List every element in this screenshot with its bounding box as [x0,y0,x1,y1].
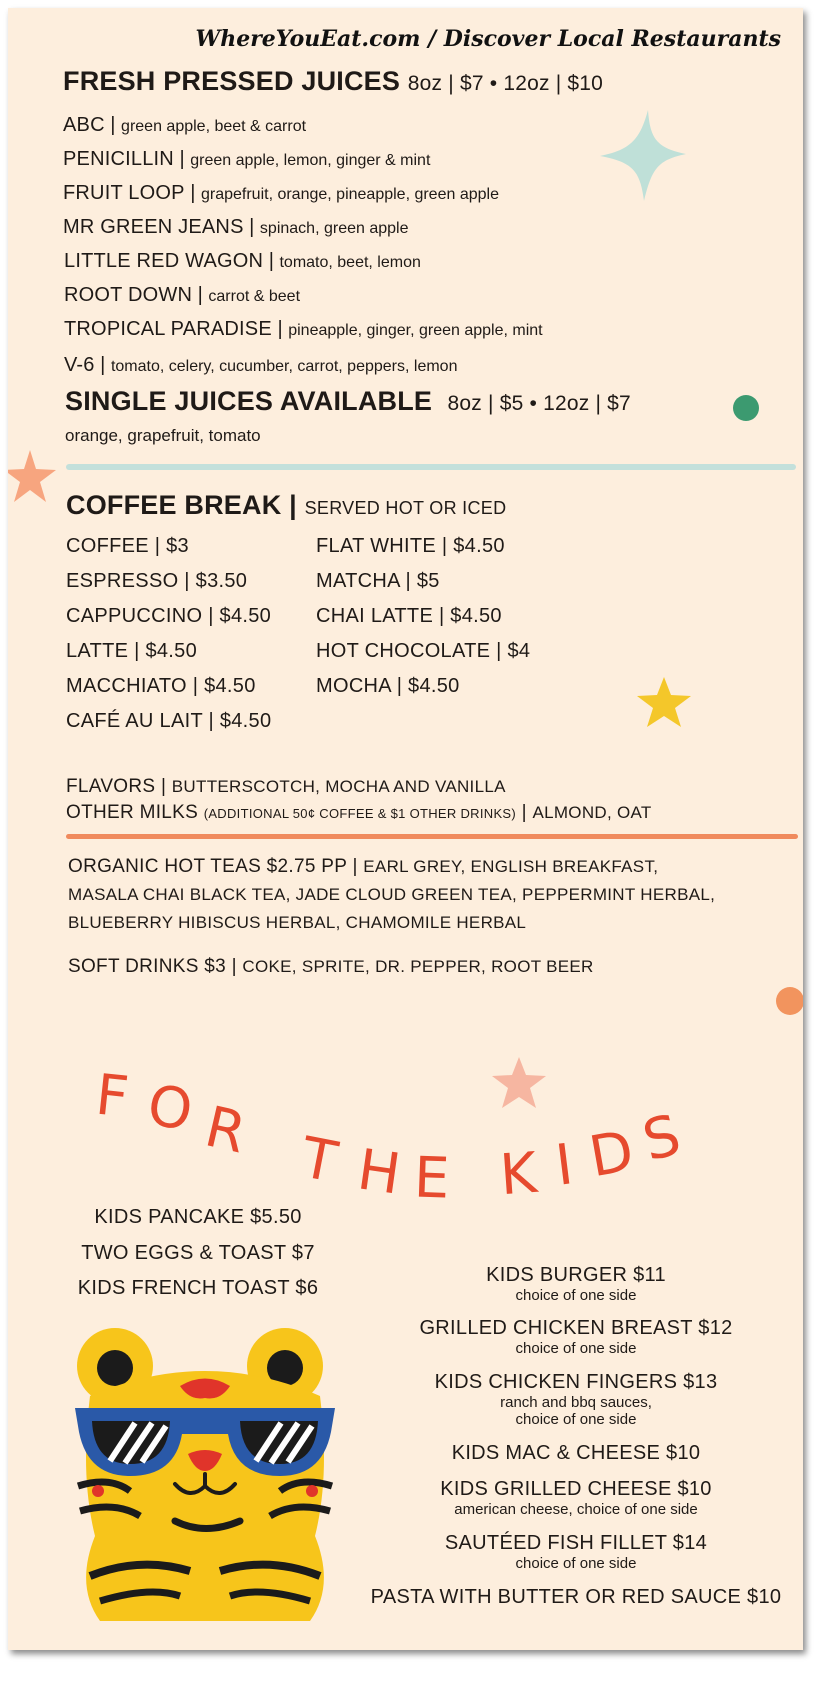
teal-divider [66,464,796,470]
teas-line-3 [68,912,526,934]
menu-page: WhereYouEat.com / Discover Local Restaurants FRESH PRESSED JUICES 8oz | $7 • 12oz | $10 ABC | green apple, beet & carrot PENICILLIN | green apple, lemon, ginger & mint FRUIT LOOP | grapefruit, orange, pineapple, green apple MR GREEN JEANS | spinach, green apple LITTLE RED WAGON | tomato, beet, lemon ROOT DOWN | carrot & beet TROPICAL PARADISE | pineapple, ginger, green apple, mint V-6 | tomato, celery, cucumber, carrot, peppers, lemon SINGLE JUICES AVAILABLE 8oz | $5 • 12oz | $7 orange, grapefruit, tomato COFFEE BREAK | SERVED HOT OR ICED COFFEE | $3 ESPRESSO | $3.50 CAPPUCCINO | $4.50 LATTE | $4.50 MACCHIATO | $4.50 CAFÉ AU LAIT | $4.50 FLAT WHITE | $4.50 MATCHA | $5 CHAI LATTE | $4.50 HOT CHOCOLATE | $4 MOCHA | $4.50 FLAVORS | BUTTERSCOTCH, MOCHA AND VANILLA OTHER MILKS (ADDITIONAL 50¢ COFFEE & $1 OTHER DRINKS) | ALMOND, OAT ORGANIC HOT TEAS $2.75 PP | EARL GREY, ENGLISH BREAKFAST, MASALA CHAI BLACK TEA, JADE CLOUD GREEN TEA, PEPPERMINT HERBAL, BLUEBERRY HIBISCUS HERBAL, CHAMOMILE HERBAL SOFT DRINKS $3 | COKE, SPRITE, DR. PEPPER, ROOT BEER F O R T H E K I D S KIDS PANCAKE $5.50 TWO EGGS & TOAST $7 KIDS FRENCH TOAST $6 KIDS BURGER $11 choice of one side GRILLED CHICKEN BREAST $12 choice of one side KIDS CHICKEN FINGERS $13 ranch and bbq sauces, choice of one side KIDS MAC & CHEESE $10 KIDS GRILLED CHEESE $10 american cheese, choice of one side SAUTÉED FISH FILLET $14 choice of one side PASTA WITH BUTTER OR RED SAUCE $10 [8,8,803,1650]
milks-note: (ADDITIONAL 50¢ COFFEE & $1 OTHER DRINKS) [203,806,517,821]
kids-menu-item [366,1317,786,1357]
single-juices-heading [65,386,631,417]
kid-item-name: PASTA WITH BUTTER OR RED SAUCE $10 [370,1586,782,1608]
juice-item: FRUIT LOOP | grapefruit, orange, pineapple, green apple [63,182,499,204]
juice-name: V-6 [64,354,95,376]
juice-desc: tomato, celery, cucumber, carrot, peppers, lemon [110,358,458,375]
kid-item-name: KIDS BURGER $11 [486,1264,666,1286]
coffee-item: MATCHA | $5 [316,570,440,592]
teas-list-1: EARL GREY, ENGLISH BREAKFAST, [363,857,659,876]
juice-desc: carrot & beet [208,288,301,305]
kids-menu-item [366,1264,786,1304]
milks-line: OTHER MILKS (ADDITIONAL 50¢ COFFEE & $1 OTHER DRINKS) | ALMOND, OAT [66,802,652,823]
juice-desc: spinach, green apple [259,220,409,237]
kids-menu-item [366,1586,786,1609]
coffee-title: COFFEE BREAK [66,490,282,520]
milks-label: OTHER MILKS [66,802,199,823]
watermark: WhereYouEat.com / Discover Local Restaurants [195,26,781,52]
single-desc: orange, grapefruit, tomato [65,426,261,445]
juice-desc: green apple, beet & carrot [121,118,307,135]
juice-name: FRUIT LOOP [63,182,185,204]
juice-name: ABC [63,114,105,136]
juice-item: ROOT DOWN | carrot & beet [64,284,301,306]
soft-drinks-line: SOFT DRINKS $3 | COKE, SPRITE, DR. PEPPER, ROOT BEER [68,956,594,977]
coffee-item: MOCHA | $4.50 [316,675,460,697]
kid-item-note: choice of one side [515,1287,637,1304]
juices-heading [63,66,603,97]
kid-item-note: american cheese, choice of one side [454,1501,698,1518]
coffee-item: CHAI LATTE | $4.50 [316,605,502,627]
juices-title: FRESH PRESSED JUICES [63,66,401,96]
teas-list-2: MASALA CHAI BLACK TEA, JADE CLOUD GREEN TEA, PEPPERMINT HERBAL, [68,885,716,904]
soft-label: SOFT DRINKS $3 [68,956,226,977]
juice-item: V-6 | tomato, celery, cucumber, carrot, peppers, lemon [64,354,458,376]
juice-name: PENICILLIN [63,148,174,170]
juice-desc: pineapple, ginger, green apple, mint [288,322,543,339]
teas-line-2 [68,884,715,906]
flavors-list: BUTTERSCOTCH, MOCHA AND VANILLA [171,777,506,796]
juice-desc: green apple, lemon, ginger & mint [190,152,431,169]
juice-item: LITTLE RED WAGON | tomato, beet, lemon [64,250,421,272]
kid-item-name: SAUTÉED FISH FILLET $14 [444,1532,708,1554]
juice-item: ABC | green apple, beet & carrot [63,114,307,136]
single-price: 8oz | $5 • 12oz | $7 [447,392,631,415]
green-dot-icon [732,394,760,422]
coffee-heading: COFFEE BREAK | SERVED HOT OR ICED [66,490,507,520]
coffee-item: HOT CHOCOLATE | $4 [316,640,531,662]
teas-line-1: ORGANIC HOT TEAS $2.75 PP | EARL GREY, ENGLISH BREAKFAST, [68,856,659,877]
flavors-label: FLAVORS [66,776,156,797]
coffee-item: FLAT WHITE | $4.50 [316,535,505,557]
kid-item-name: KIDS CHICKEN FINGERS $13 [434,1371,718,1393]
orange-dot-icon [775,986,803,1016]
teal-sparkle-icon [598,108,688,203]
kids-menu-item [366,1478,786,1518]
kids-left-item: KIDS FRENCH TOAST $6 [77,1277,319,1299]
juices-price: 8oz | $7 • 12oz | $10 [407,72,604,95]
flavors-line: FLAVORS | BUTTERSCOTCH, MOCHA AND VANILLA [66,776,506,797]
orange-star-icon [8,448,58,504]
coffee-item: MACCHIATO | $4.50 [66,675,256,697]
juice-name: LITTLE RED WAGON [64,250,264,272]
coffee-sub: SERVED HOT OR ICED [304,498,507,518]
coffee-item: CAFÉ AU LAIT | $4.50 [66,710,272,732]
soft-list: COKE, SPRITE, DR. PEPPER, ROOT BEER [242,957,594,976]
kids-menu-item [366,1532,786,1572]
kids-menu-item [366,1442,786,1465]
juice-item: TROPICAL PARADISE | pineapple, ginger, green apple, mint [64,318,543,340]
juice-name: ROOT DOWN [64,284,193,306]
kid-item-name: KIDS MAC & CHEESE $10 [451,1442,701,1464]
kid-item-note: choice of one side [515,1340,637,1357]
juice-item: PENICILLIN | green apple, lemon, ginger & mint [63,148,431,170]
orange-divider [66,834,798,839]
kid-item-note: choice of one side [515,1555,637,1572]
juice-item: MR GREEN JEANS | spinach, green apple [63,216,409,238]
kid-item-name: KIDS GRILLED CHEESE $10 [440,1478,712,1500]
coffee-item: COFFEE | $3 [66,535,189,557]
kid-item-name: GRILLED CHICKEN BREAST $12 [419,1317,733,1339]
peach-star-icon [489,1055,549,1110]
juice-desc: grapefruit, orange, pineapple, green apple [200,186,499,203]
yellow-star-icon [635,675,693,729]
tiger-illustration [70,1326,340,1626]
single-title: SINGLE JUICES AVAILABLE [65,386,433,416]
juice-name: MR GREEN JEANS [63,216,244,238]
kid-item-note: ranch and bbq sauces, choice of one side [500,1394,652,1428]
kids-left-item: TWO EGGS & TOAST $7 [81,1242,315,1264]
teas-list-3: BLUEBERRY HIBISCUS HERBAL, CHAMOMILE HERBAL [68,913,527,932]
kids-menu-item [366,1371,786,1428]
coffee-item: CAPPUCCINO | $4.50 [66,605,272,627]
kids-left-item: KIDS PANCAKE $5.50 [94,1206,302,1228]
milks-list: ALMOND, OAT [532,803,652,822]
teas-label: ORGANIC HOT TEAS $2.75 PP [68,856,347,877]
juice-desc: tomato, beet, lemon [279,254,421,271]
juice-name: TROPICAL PARADISE [64,318,272,340]
coffee-item: LATTE | $4.50 [66,640,198,662]
coffee-item: ESPRESSO | $3.50 [66,570,248,592]
